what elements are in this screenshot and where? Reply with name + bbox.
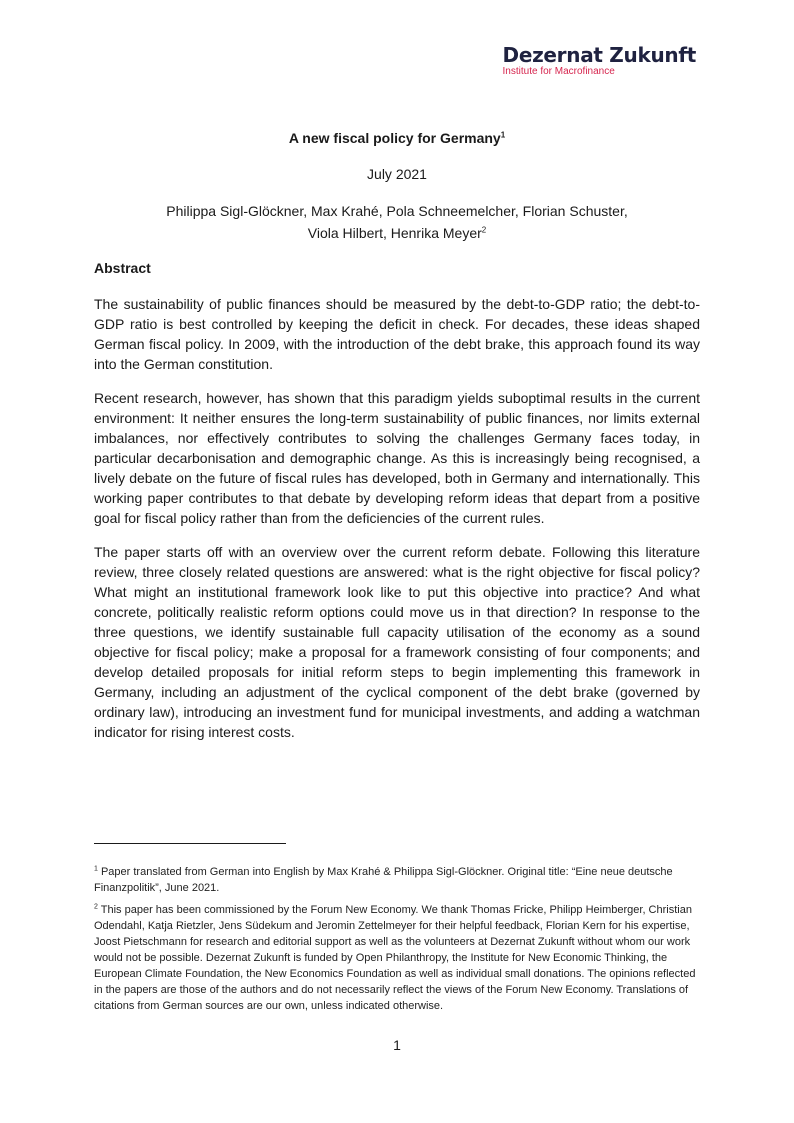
- abstract-paragraph: The sustainability of public finances should be measured by the debt-to-GDP ratio; the debt-to-GDP ratio is best controlled by keeping the deficit in check. For decades, these ideas shaped German fiscal policy. In 2009, with the introduction of the debt brake, this approach found its way into the German constitution.: [94, 296, 700, 372]
- abstract-heading: Abstract: [94, 260, 151, 276]
- paper-title-text: A new fiscal policy for Germany: [288, 130, 501, 146]
- footnote-mark: 1: [94, 865, 98, 873]
- paper-front-matter: [94, 120, 700, 756]
- footnotes: [94, 864, 700, 1020]
- authors-line-1: Philippa Sigl-Glöckner, Max Krahé, Pola Schneemelcher, Florian Schuster,: [166, 203, 628, 219]
- page-number: 1: [393, 1037, 401, 1053]
- paper-date: July 2021: [367, 166, 427, 182]
- footnote: [94, 902, 700, 1014]
- abstract-paragraph: Recent research, however, has shown that this paradigm yields suboptimal results in the current environment: It neither ensures the long-term sustainability of public finances, nor limits external imbalances, nor effectively contributes to solving the challenges Germany faces today, in particular decarbonisation and demographic change. As this is increasingly being recognised, a lively debate on the future of fiscal rules has developed, both in Germany and internationally. This working paper contributes to that debate by developing reform ideas that depart from a positive goal for fiscal policy rather than from the deficiencies of the current rules.: [94, 390, 700, 526]
- authors-line-2-text: Viola Hilbert, Henrika Meyer: [307, 225, 482, 241]
- abstract-paragraph: The paper starts off with an overview over the current reform debate. Following this literature review, three closely related questions are answered: what is the right objective for fiscal policy? What might an institutional framework look like to put this objective into practice? And what concrete, politically realistic reform options could move us in that direction? In response to the three questions, we identify sustainable full capacity utilisation of the economy as a sound objective for fiscal policy; make a proposal for a framework consisting of four components; and develop detailed proposals for initial reform steps to begin implementing this framework in Germany, including an adjustment of the cyclical component of the debt brake (governed by ordinary law), introducing an investment fund for municipal investments, and adding a watchman indicator for rising interest costs.: [94, 544, 700, 740]
- footnote-text: This paper has been commissioned by the Forum New Economy. We thank Thomas Fricke, Philipp Heimberger, Christian Odendahl, Katja Rietzler, Jens Südekum and Jeromin Zettelmeyer for their helpful feedback, Florian Kern for his expertise, Joost Pietschmann for research and editorial support as well as the volunteers at Dezernat Zukunft without whom our work would not be possible. Dezernat Zukunft is funded by Open Philanthropy, the Institute for New Economic Thinking, the European Climate Foundation, the New Economics Foundation as well as individual small donations. The opinions reflected in the papers are those of the authors and do not necessarily reflect the views of the Forum New Economy. Translations of citations from German sources are our own, unless indicated otherwise.: [94, 904, 696, 1012]
- footnote-mark: 2: [94, 903, 98, 911]
- institute-logo: [503, 44, 696, 78]
- paper-title: [94, 128, 700, 148]
- footnote-divider: [94, 843, 286, 844]
- title-footnote-mark: 1: [500, 130, 506, 140]
- authors-footnote-mark: 2: [481, 225, 487, 235]
- footnote: [94, 864, 700, 896]
- logo-subtitle: Institute for Macrofinance: [502, 66, 615, 77]
- footnote-text: Paper translated from German into English by Max Krahé & Philippa Sigl-Glöckner. Original title: “Eine neue deutsche Finanzpolitik”, June 2021.: [94, 866, 673, 894]
- authors-line-2: [94, 222, 700, 244]
- logo-brand-name: Dezernat Zukunft: [502, 43, 696, 67]
- author-list: [94, 200, 700, 244]
